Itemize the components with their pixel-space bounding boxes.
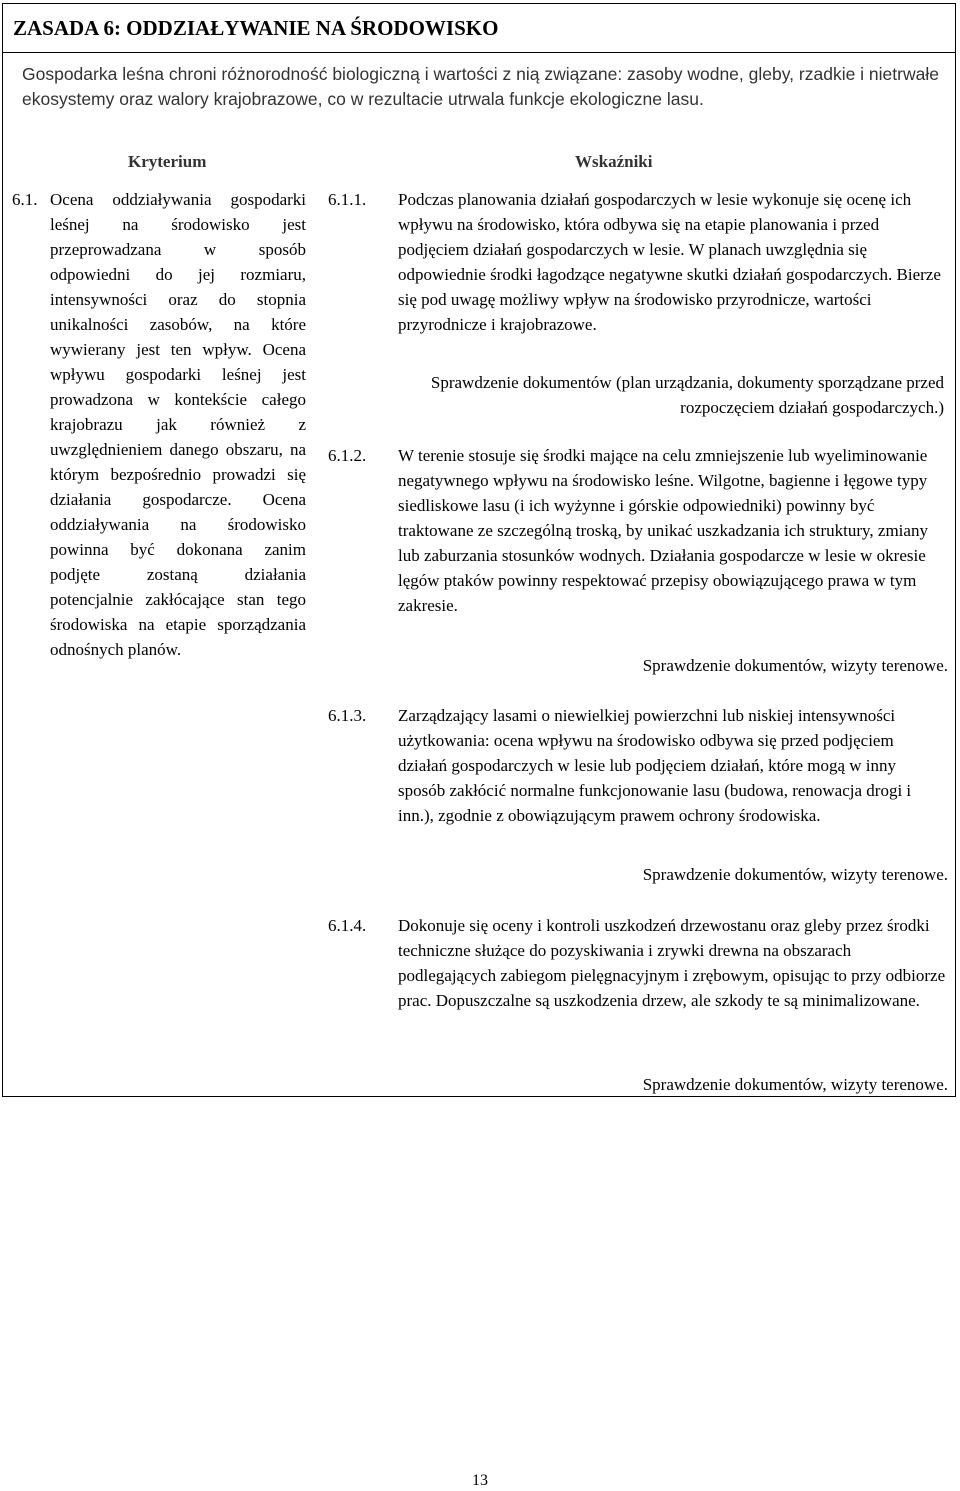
criterion-column-header: Kryterium bbox=[128, 152, 207, 171]
indicator-verification: Sprawdzenie dokumentów, wizyty terenowe. bbox=[642, 656, 948, 675]
indicator-number: 6.1.2. bbox=[328, 446, 367, 465]
criterion-number: 6.1. bbox=[12, 190, 38, 209]
indicator-verification: Sprawdzenie dokumentów, wizyty terenowe. bbox=[642, 1075, 948, 1094]
page-title: ZASADA 6: ODDZIAŁYWANIE NA ŚRODOWISKO bbox=[13, 16, 499, 40]
indicator-number: 6.1.3. bbox=[328, 706, 367, 725]
indicator-text: Zarządzający lasami o niewielkiej powierzchni lub niskiej intensywności użytkowania: ocena wpływu na środowisko odbywa się przed podjęciem działań gospodarczych w lesie lub podjęciem działań, które mogą w inny sposób zakłócić normalne funkcjonowanie lasu (budowa, renowacja drogi i inn.), zgodnie z obowiązującym prawem ochrony środowiska. bbox=[398, 706, 912, 825]
indicator-number: 6.1.1. bbox=[328, 190, 367, 209]
indicators-column-header: Wskaźniki bbox=[575, 152, 653, 171]
indicator-text: Podczas planowania działań gospodarczych w lesie wykonuje się ocenę ich wpływu na środowisko, która odbywa się na etapie planowania i przed podjęciem działań gospodarczych w lesie. W planach uwzględnia się odpowiednie środki łagodzące negatywne skutki działań gospodarczych. Bierze się pod uwagę możliwy wpływ na środowisko przyrodnicze, wartości przyrodnicze i krajobrazowe. bbox=[398, 190, 941, 334]
criterion-text: Ocena oddziaływania gospodarki leśnej na środowisko jest przeprowadzana w sposób odpowiedni do jej rozmiaru, intensywności oraz do stopnia unikalności zasobów, na które wywierany jest ten wpływ. Ocena wpływu gospodarki leśnej jest prowadzona w kontekście całego krajobrazu jak również z uwzględnieniem danego obszaru, na którym bezpośrednio prowadzi się działania gospodarcze. Ocena oddziaływania na środowisko powinna być dokonana zanim podjęte zostaną działania potencjalnie zakłócające stan tego środowiska na etapie sporządzania odnośnych planów. bbox=[50, 190, 306, 659]
indicator-number: 6.1.4. bbox=[328, 916, 367, 935]
indicator-verification: Sprawdzenie dokumentów, wizyty terenowe. bbox=[642, 865, 948, 884]
title-row bbox=[3, 4, 955, 53]
principle-text: Gospodarka leśna chroni różnorodność biologiczną i wartości z nią związane: zasoby wodne, gleby, rzadkie i nietrwałe ekosystemy oraz walory krajobrazowe, co w rezultacie utrwala funkcje ekologiczne lasu. bbox=[22, 64, 939, 109]
indicator-verification: Sprawdzenie dokumentów (plan urządzania, dokumenty sporządzane przed rozpoczęciem działań gospodarczych.) bbox=[430, 373, 944, 417]
page-number: 13 bbox=[472, 1472, 488, 1489]
indicator-text: W terenie stosuje się środki mające na celu zmniejszenie lub wyeliminowanie negatywnego wpływu na środowisko leśne. Wilgotne, bagienne i łęgowe typy siedliskowe lasu (i ich wyżynne i górskie odpowiedniki) powinny być traktowane ze szczególną troską, by unikać uszkadzania ich struktury, zmiany lub zaburzania stosunków wodnych. Działania gospodarcze w lesie w okresie lęgów ptaków powinny respektować przepisy obowiązującego prawa w tym zakresie. bbox=[398, 446, 928, 615]
indicator-text: Dokonuje się oceny i kontroli uszkodzeń drzewostanu oraz gleby przez środki techniczne służące do pozyskiwania i zrywki drewna na obszarach podlegających zabiegom pielęgnacyjnym i zrębowym, opisując to przy odbiorze prac. Dopuszczalne są uszkodzenia drzew, ale szkody te są minimalizowane. bbox=[398, 916, 946, 1010]
